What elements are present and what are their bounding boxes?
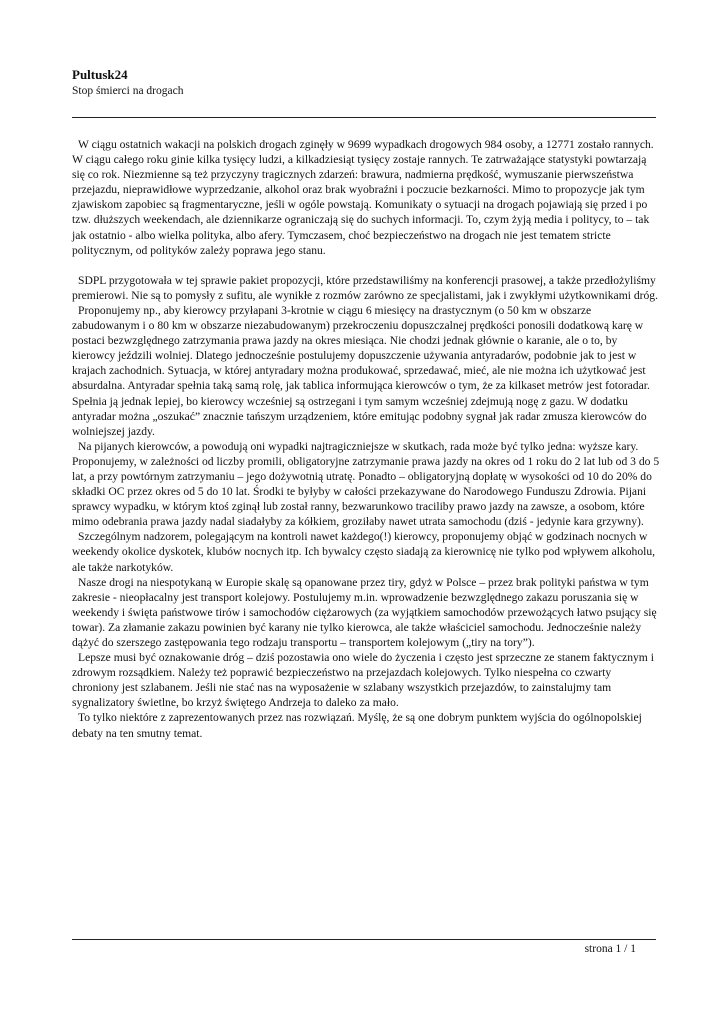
- header-divider: [72, 117, 656, 118]
- page-header: [72, 66, 656, 99]
- article-paragraph-2: SDPL przygotowała w tej sprawie pakiet propozycji, które przedstawiliśmy na konferencji prasowej, a także przedłożyliśmy premierowi. Nie są to pomysły z sufitu, ale wynikłe z rozmów zarówno ze specjalistami, jak i zwykłymi użytkownikami dróg.: [72, 273, 658, 302]
- article-title: Stop śmierci na drogach: [72, 85, 184, 97]
- article-paragraph-1: W ciągu ostatnich wakacji na polskich drogach zginęły w 9699 wypadkach drogowych 984 osoby, a 12771 zostało rannych. W ciągu całego roku ginie kilka tysięcy ludzi, a kilkadziesiąt tysięcy zostaje rannych. Te zatrważające statystyki powtarzają się co rok. Niezmienne są też przyczyny tragicznych zdarzeń: brawura, nadmierna prędkość, wymuszanie pierwszeństwa przejazdu, nieprawidłowe wyprzedzanie, alkohol oraz brak wyobraźni i poczucie bezkarności. Mimo to propozycje jak tym zjawiskom zapobiec są fragmentaryczne, jeśli w ogóle powstają. Komunikaty o sytuacji na drogach pojawiają się przed i po tzw. dłuższych weekendach, ale dziennikarze ograniczają się do suchych informacji. To, czym żyją media i politycy, to – tak jak ostatnio - albo wielka polityka, albo afery. Tymczasem, choć bezpieczeństwo na drogach nie jest tematem stricte politycznym, od polityków zależy poprawa jego stanu.: [72, 138, 654, 257]
- article-paragraph-7: Lepsze musi być oznakowanie dróg – dziś pozostawia ono wiele do życzenia i często jest sprzeczne ze stanem faktycznym i zdrowym rozsądkiem. Należy też poprawić bezpieczeństwo na przejazdach kolejowych. Tylko niespełna co czwarty chroniony jest szlabanem. Jeśli nie stać nas na wyposażenie w szlabany wszystkich przejazdów, to zainstalujmy tam sygnalizatory świetlne, bo krzyż świętego Andrzeja to daleko za mało.: [72, 651, 654, 710]
- footer-divider: [72, 939, 656, 940]
- article-paragraph-6: Nasze drogi na niespotykaną w Europie skalę są opanowane przez tiry, gdyż w Polsce – przez brak polityki państwa w tym zakresie - nieopłacalny jest transport kolejowy. Postulujemy m.in. wprowadzenie bezwzględnego zakazu poruszania się w weekendy i święta państwowe tirów i samochodów ciężarowych (za wyjątkiem samochodów przewożących łatwo psujący się towar). Za złamanie zakazu powinien być karany nie tylko kierowca, ale także właściciel samochodu. Jednocześnie należy dążyć do szerszego zastępowania tego rodzaju transportu – transportem kolejowym („tiry na tory”).: [72, 575, 657, 649]
- article-paragraph-4: Na pijanych kierowców, a powodują oni wypadki najtragiczniejsze w skutkach, rada może być tylko jedna: wyższe kary. Proponujemy, w zależności od liczby promili, obligatoryjne zatrzymanie prawa jazdy na okres od 1 roku do 2 lat lub od 3 do 5 lat, a przy powtórnym zatrzymaniu – jego dożywotnią utratę. Ponadto – obligatoryjną dopłatę w wysokości od 10 do 20% do składki OC przez okres od 5 do 10 lat. Środki te byłyby w całości przekazywane do Narodowego Funduszu Zdrowia. Pijani sprawcy wypadku, w którym ktoś zginął lub został ranny, bezwarunkowo traciliby prawo jazdy na zawsze, a osobom, które mimo odebrania prawa jazdy nadal siadałyby za kółkiem, groziłaby nawet utrata samochodu (dziś - jedynie kara grzywny).: [72, 439, 660, 529]
- site-title: Pultusk24: [72, 67, 128, 82]
- article-paragraph-8: To tylko niektóre z zaprezentowanych przez nas rozwiązań. Myślę, że są one dobrym punktem wyjścia do ogólnopolskiej debaty na ten smutny temat.: [72, 711, 642, 740]
- page-number: strona 1 / 1: [584, 943, 636, 955]
- article-body: [72, 137, 660, 741]
- article-paragraph-5: Szczególnym nadzorem, polegającym na kontroli nawet każdego(!) kierowcy, proponujemy objąć w godzinach nocnych w weekendy okolice dyskotek, klubów nocnych itp. Ich bywalcy często siadają za kierownicę nie tylko pod wpływem alkoholu, ale także narkotyków.: [72, 530, 656, 574]
- article-paragraph-3: Proponujemy np., aby kierowcy przyłapani 3-krotnie w ciągu 6 miesięcy na drastycznym (o 50 km w obszarze zabudowanym i o 80 km w obszarze niezabudowanym) przekroczeniu dopuszczalnej prędkości ponosili dodatkową karę w postaci bezwzględnego zatrzymania prawa jazdy na okres miesiąca. Nie chodzi jednak głównie o karanie, ale o to, by kierowcy jeździli wolniej. Dlatego jednocześnie postulujemy dopuszczenie używania antyradarów, podobnie jak to jest w krajach zachodnich. Sytuacja, w której antyradary można produkować, sprzedawać, mieć, ale nie można ich użytkować jest absurdalna. Antyradar spełnia taką samą rolę, jak tablica informująca kierowców o tym, że za kilkaset metrów jest fotoradar. Spełnia ją jednak lepiej, bo kierowcy wcześniej są ostrzegani i tym samym wcześniej zdejmują nogę z gazu. W dodatku antyradar można „oszukać” znacznie tańszym urządzeniem, które emitując podobny sygnał jak radar zmusza kierowców do wolniejszej jazdy.: [72, 303, 650, 438]
